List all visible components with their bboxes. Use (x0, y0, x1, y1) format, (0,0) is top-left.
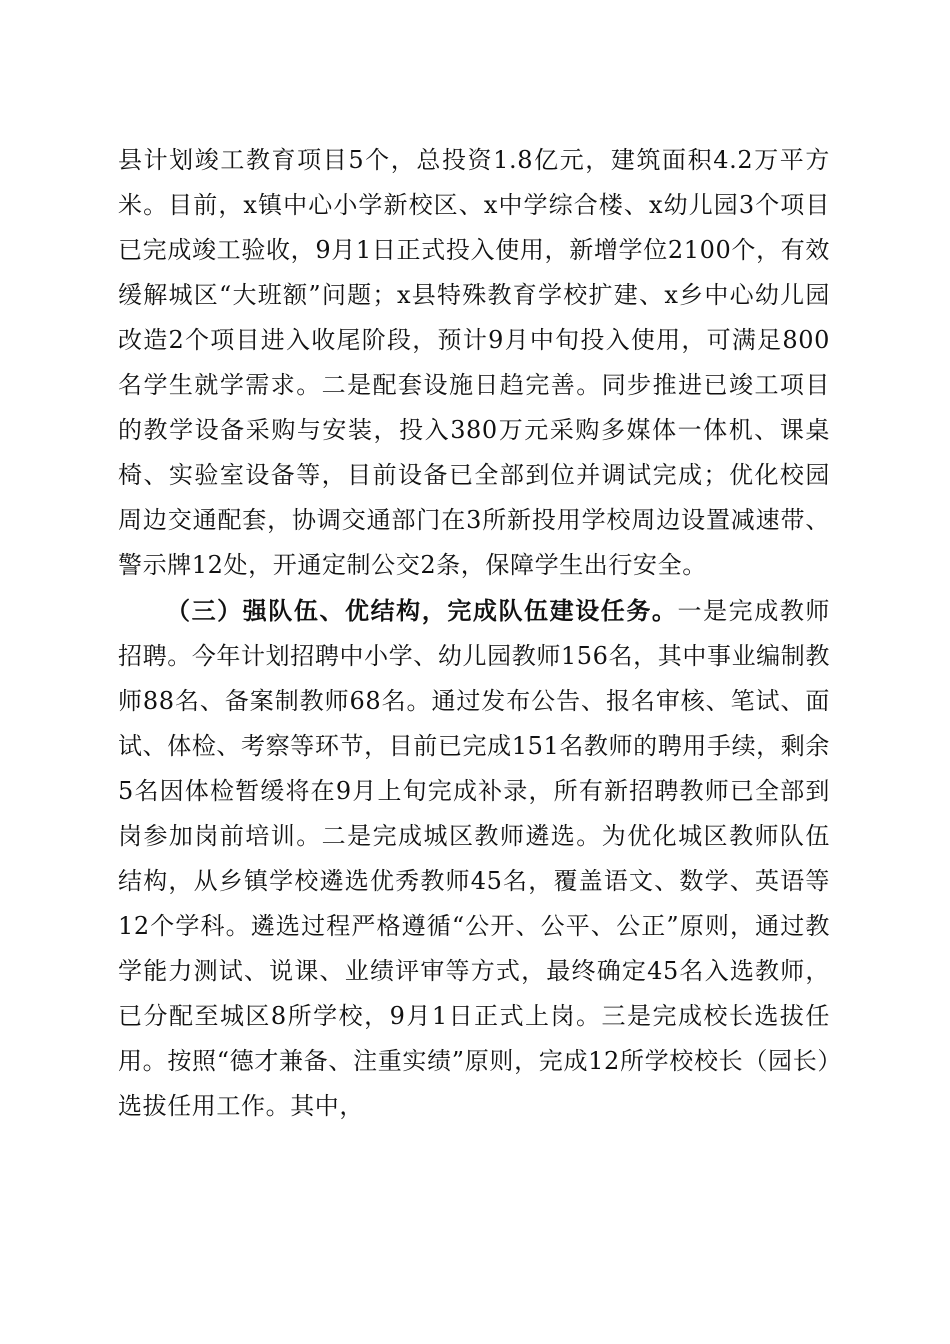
section-heading: （三）强队伍、优结构，完成队伍建设任务。 (166, 596, 678, 625)
paragraph-text: 县计划竣工教育项目5个，总投资1.8亿元，建筑面积4.2万平方米。目前，x镇中心小学新校区、x中学综合楼、x幼儿园3个项目已完成竣工验收，9月1日正式投入使用，新增学位2100个，有效缓解城区“大班额”问题；x县特殊教育学校扩建、x乡中心幼儿园改造2个项目进入收尾阶段，预计9月中旬投入使用，可满足800名学生就学需求。二是配套设施日趋完善。同步推进已竣工项目的教学设备采购与安装，投入380万元采购多媒体一体机、课桌椅、实验室设备等，目前设备已全部到位并调试完成；优化校园周边交通配套，协调交通部门在3所新投用学校周边设置减速带、警示牌12处，开通定制公交2条，保障学生出行安全。 (118, 146, 830, 579)
paragraph-section-3 (118, 588, 830, 1129)
document-body (118, 138, 830, 1129)
paragraph-text: 一是完成教师招聘。今年计划招聘中小学、幼儿园教师156名，其中事业编制教师88名、备案制教师68名。通过发布公告、报名审核、笔试、面试、体检、考察等环节，目前已完成151名教师的聘用手续，剩余5名因体检暂缓将在9月上旬完成补录，所有新招聘教师已全部到岗参加岗前培训。二是完成城区教师遴选。为优化城区教师队伍结构，从乡镇学校遴选优秀教师45名，覆盖语文、数学、英语等12个学科。遴选过程严格遵循“公开、公平、公正”原则，通过教学能力测试、说课、业绩评审等方式，最终确定45名入选教师，已分配至城区8所学校，9月1日正式上岗。三是完成校长选拔任用。按照“德才兼备、注重实绩”原则，完成12所学校校长（园长）选拔任用工作。其中， (118, 597, 830, 1120)
paragraph-continuation (118, 138, 830, 588)
